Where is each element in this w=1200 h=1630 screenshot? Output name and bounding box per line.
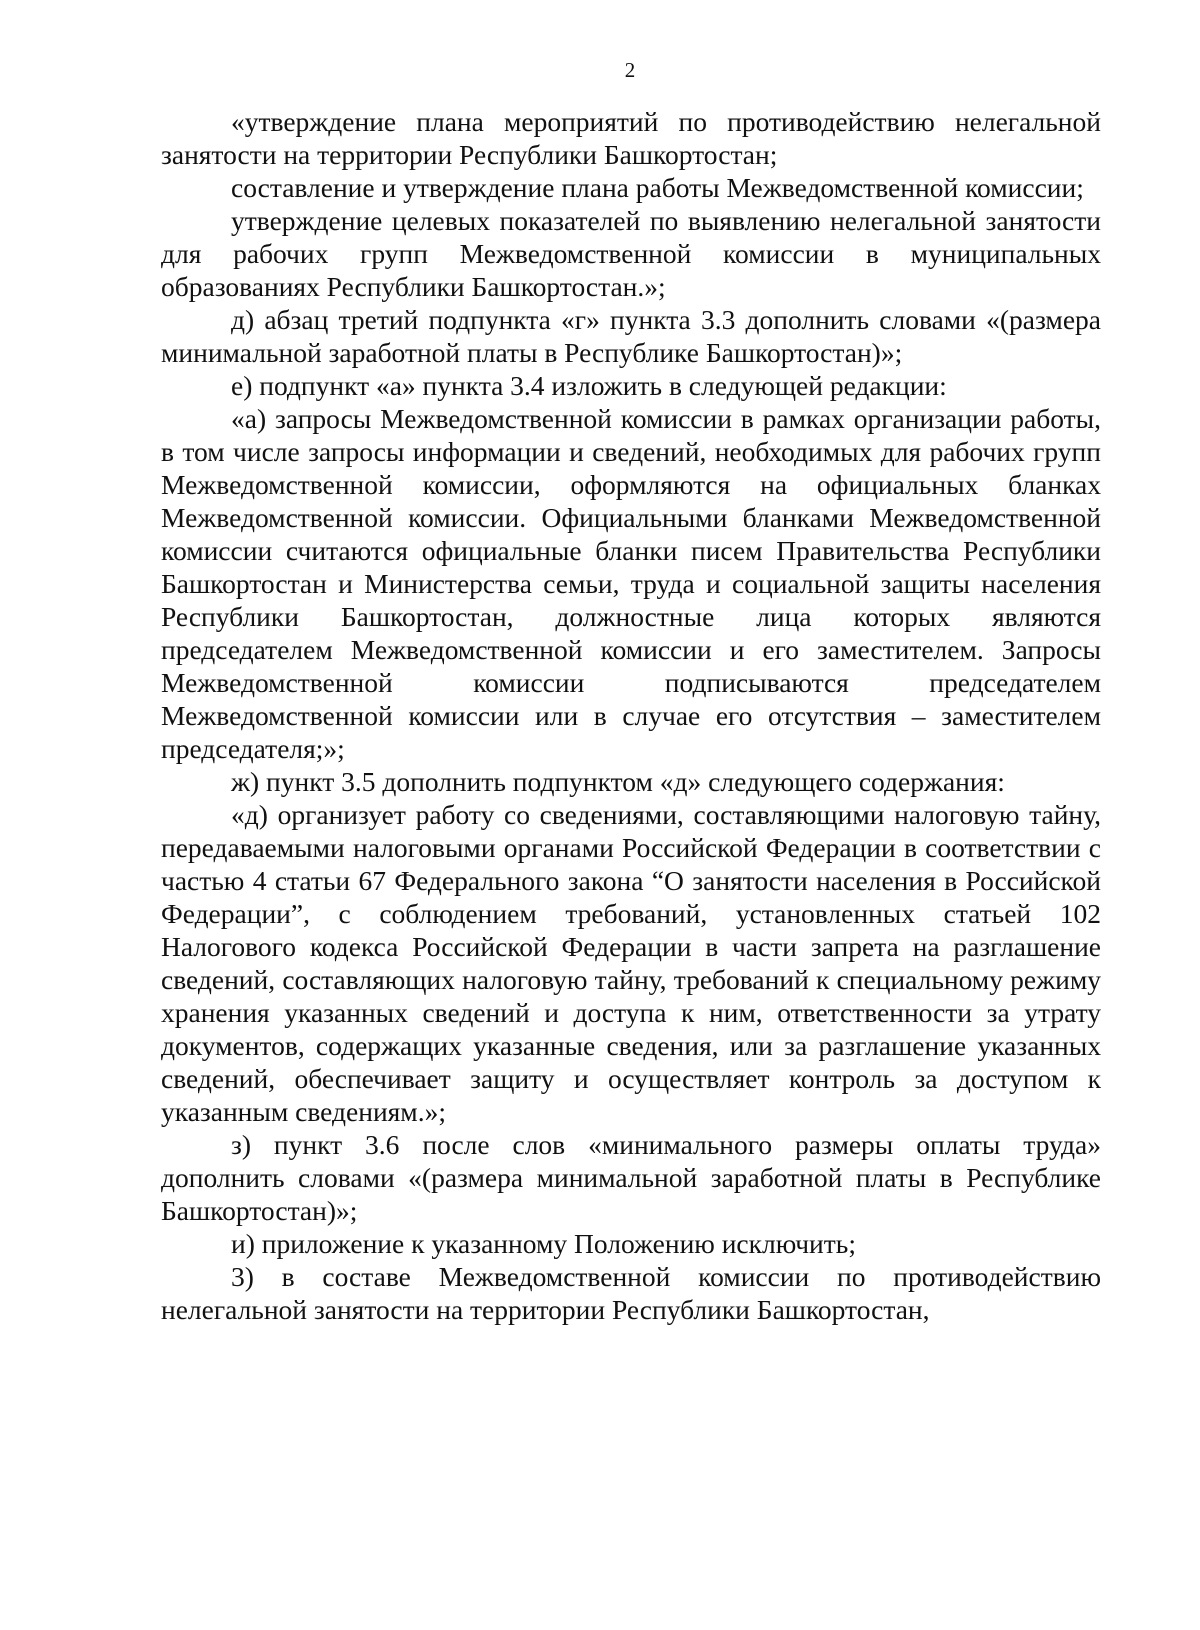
paragraph: ж) пункт 3.5 дополнить подпунктом «д» следующего содержания:: [231, 766, 1005, 797]
paragraph: составление и утверждение плана работы Межведомственной комиссии;: [231, 172, 1084, 203]
paragraph: «д) организует работу со сведениями, составляющими налоговую тайну, передаваемыми налоговыми органами Российской Федерации в соответствии с частью 4 статьи 67 Федерального закона “О занятости населения в Российской Федерации”, с соблюдением требований, установленных статьей 102 Налогового кодекса Российской Федерации в части запрета на разглашение сведений, составляющих налоговую тайну, требований к специальному режиму хранения указанных сведений и доступа к ним, ответственности за утрату документов, содержащих указанные сведения, или за разглашение указанных сведений, обеспечивает защиту и осуществляет контроль за доступом к указанным сведениям.»;: [161, 799, 1101, 1127]
paragraph: «утверждение плана мероприятий по противодействию нелегальной занятости на территории Республики Башкортостан;: [161, 106, 1101, 170]
paragraph: «а) запросы Межведомственной комиссии в рамках организации работы, в том числе запросы информации и сведений, необходимых для рабочих групп Межведомственной комиссии, оформляются на официальных бланках Межведомственной комиссии. Официальными бланками Межведомственной комиссии считаются официальные бланки писем Правительства Республики Башкортостан и Министерства семьи, труда и социальной защиты населения Республики Башкортостан, должностные лица которых являются председателем Межведомственной комиссии и его заместителем. Запросы Межведомственной комиссии подписываются председателем Межведомственной комиссии или в случае его отсутствия – заместителем председателя;»;: [161, 403, 1101, 764]
paragraph: и) приложение к указанному Положению исключить;: [231, 1228, 856, 1259]
paragraph: е) подпункт «а» пункта 3.4 изложить в следующей редакции:: [231, 370, 947, 401]
paragraph: 3) в составе Межведомственной комиссии по противодействию нелегальной занятости на территории Республики Башкортостан,: [161, 1261, 1101, 1325]
paragraph: д) абзац третий подпункта «г» пункта 3.3 дополнить словами «(размера минимальной заработной платы в Республике Башкортостан)»;: [161, 304, 1101, 368]
paragraph: утверждение целевых показателей по выявлению нелегальной занятости для рабочих групп Межведомственной комиссии в муниципальных образованиях Республики Башкортостан.»;: [161, 205, 1101, 302]
document-body: [161, 105, 1101, 1326]
page-number: 2: [624, 58, 636, 82]
paragraph: з) пункт 3.6 после слов «минимального размеры оплаты труда» дополнить словами «(размера минимальной заработной платы в Республике Башкортостан)»;: [161, 1129, 1101, 1226]
